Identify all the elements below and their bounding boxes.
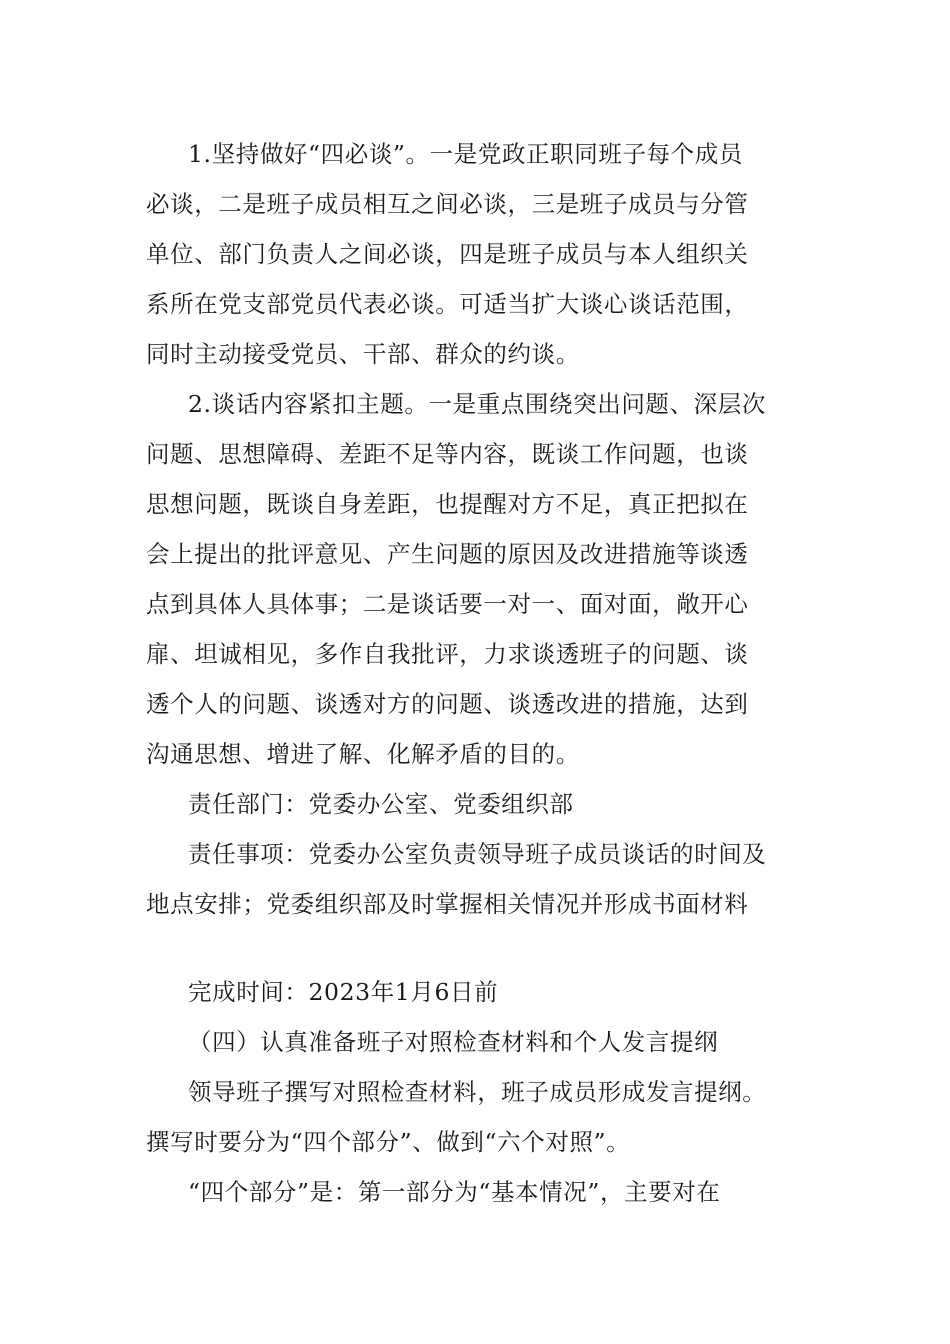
paragraph-1-line-2: 必谈，二是班子成员相互之间必谈，三是班子成员与分管 bbox=[146, 190, 749, 218]
paragraph-2-line-5: 点到具体人具体事；二是谈话要一对一、面对面，敞开心 bbox=[146, 590, 749, 618]
paragraph-1-line-1: 1.坚持做好“四必谈”。一是党政正职同班子每个成员 bbox=[188, 140, 743, 168]
paragraph-2-line-1: 2.谈话内容紧扣主题。一是重点围绕突出问题、深层次 bbox=[188, 390, 766, 418]
document-body bbox=[146, 129, 808, 1217]
paragraph-3-line-2: 撰写时要分为“四个部分”、做到“六个对照”。 bbox=[146, 1128, 631, 1156]
paragraph-2-line-7: 透个人的问题、谈透对方的问题、谈透改进的措施，达到 bbox=[146, 690, 749, 718]
paragraph-1-line-4: 系所在党支部党员代表必谈。可适当扩大谈心谈话范围， bbox=[146, 290, 749, 318]
paragraph-1-line-3: 单位、部门负责人之间必谈，四是班子成员与本人组织关 bbox=[146, 240, 749, 268]
paragraph-4-line-1: “四个部分”是：第一部分为“基本情况”，主要对在 bbox=[188, 1178, 721, 1206]
responsible-department: 责任部门：党委办公室、党委组织部 bbox=[188, 790, 574, 818]
paragraph-2-line-6: 扉、坦诚相见，多作自我批评，力求谈透班子的问题、谈 bbox=[146, 640, 749, 668]
section-heading-4: （四）认真准备班子对照检查材料和个人发言提纲 bbox=[188, 1028, 719, 1056]
paragraph-2-line-4: 会上提出的批评意见、产生问题的原因及改进措施等谈透 bbox=[146, 540, 749, 568]
paragraph-3-line-1: 领导班子撰写对照检查材料，班子成员形成发言提纲。 bbox=[188, 1078, 767, 1106]
responsible-items-line-1: 责任事项：党委办公室负责领导班子成员谈话的时间及 bbox=[188, 840, 767, 868]
paragraph-2-line-8: 沟通思想、增进了解、化解矛盾的目的。 bbox=[146, 740, 580, 768]
completion-time: 完成时间：2023年1月6日前 bbox=[188, 978, 499, 1006]
paragraph-gap bbox=[146, 929, 808, 967]
paragraph-2-line-2: 问题、思想障碍、差距不足等内容，既谈工作问题，也谈 bbox=[146, 440, 749, 468]
responsible-items-line-2: 地点安排；党委组织部及时掌握相关情况并形成书面材料 bbox=[146, 890, 749, 918]
paragraph-1-line-5: 同时主动接受党员、干部、群众的约谈。 bbox=[146, 340, 580, 368]
paragraph-2-line-3: 思想问题，既谈自身差距，也提醒对方不足，真正把拟在 bbox=[146, 490, 749, 518]
